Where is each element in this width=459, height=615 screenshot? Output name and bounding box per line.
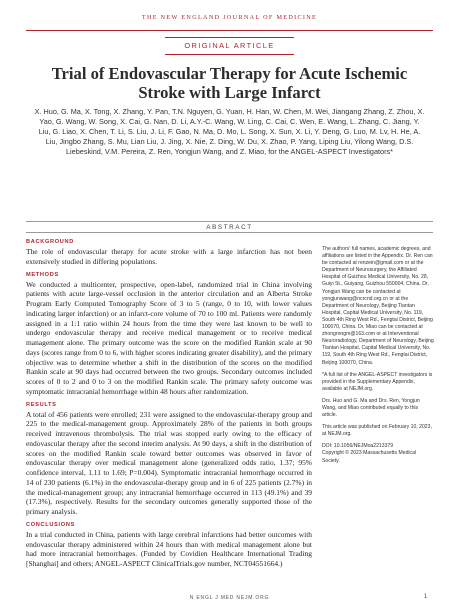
doi-note <box>322 443 434 464</box>
abstract-section-methods <box>26 271 312 397</box>
footer-citation: N ENGL J MED NEJM.ORG <box>189 595 270 601</box>
abstract-section-conclusions <box>26 521 312 569</box>
abstract-body <box>26 238 312 573</box>
article-type-rule-top <box>165 37 294 38</box>
journal-header: THE NEW ENGLAND JOURNAL OF MEDICINE <box>141 14 318 21</box>
section-heading: METHODS <box>26 271 59 278</box>
section-text: The role of endovascular therapy for acute stroke with a large infarction has not been extensively studied in differing populations. <box>26 247 312 266</box>
section-heading: BACKGROUND <box>26 239 75 245</box>
abstract-section-results <box>26 401 312 517</box>
page-number: 1 <box>424 594 428 600</box>
section-text: A total of 456 patients were enrolled; 231 were assigned to the endovascular-therapy group and 225 to the medical-management group. Approximately 28% of the patients in both groups received intravenous thrombolysis. The trial was stopped early owing to the efficacy of endovascular therapy after the second interim analysis. At 90 days, a shift in the distribution of scores on the modified Rankin scale toward better outcomes was observed in favor of endovascular therapy over medical management alone (generalized odds ratio, 1.37; 95% confidence interval, 1.11 to 1.69; P=0.004). Symptomatic intracranial hemorrhage occurred in 14 of 230 patients (6.1%) in the endovascular-therapy group and in 6 of 225 patients (2.7%) in the medical-management group; any intracranial hemorrhage occurred in 113 (49.1%) and 39 (17.3%), respectively. Results for the secondary outcomes generally supported those of the primary analysis. <box>26 409 312 516</box>
affiliations-note: The authors' full names, academic degrees, and affiliations are listed in the Appendix. Dr. Ren can be contacted at renzein@gmail.com or at the Department of Neurosurgery, the Affiliated Hospital of Guizhou Medical University, No. 28, Guiyi St., Guiyang, Guizhou 550004, China. Dr. Yongjun Wang can be contacted at yongjunwang@ncrcnd.org.cn or at the Department of Neurology, Beijing Tiantan Hospital, Capital Medical University, No. 119, South 4th Ring West Rd., Fengtai District, Beijing 100070, China. Dr. Miao can be contacted at zhongrongm@163.com or at Interventional Neuroradiology, Department of Neurology, Beijing Tiantan Hospital, Capital Medical University, No. 119, South 4th Ring West Rd., Fengtai District, Beijing 100070, China. <box>322 246 434 366</box>
article-type: ORIGINAL ARTICLE <box>184 41 275 50</box>
section-heading: RESULTS <box>26 401 57 408</box>
author-list: X. Huo, G. Ma, X. Tong, X. Zhang, Y. Pan, T.N. Nguyen, G. Yuan, H. Han, W. Chen, M. Wei, Jiangang Zhang, Z. Zhou, X. Yao, G. Wang, W. Song, X. Cai, G. Nan, D. Li, A.Y.-C. Wang, W. Ling, C. Cai, C. Wen, E. Wang, L. Zhang, C. Jiang, Y. Liu, G. Liao, X. Chen, T. Li, S. Liu, J. Li, F. Gao, N. Ma, D. Mo, L. Song, X. Sun, X. Li, Y. Deng, G. Luo, M. Lv, H. He, A. Liu, Jingbo Zhang, S. Mu, Lian Liu, J. Jing, X. Nie, Z. Ding, W. Du, X. Zhao, P. Yang, Liping Liu, Yilong Wang, D.S. Liebeskind, V.M. Pereira, Z. Ren, Yongjun Wang, and Z. Miao, for the ANGEL-ASPECT Investigators* <box>34 107 425 156</box>
published-note: This article was published on February 10, 2023, at NEJM.org. <box>322 424 432 438</box>
equal-contribution-note: Drs. Huo and G. Ma and Drs. Ren, Yongjun Wang, and Miao contributed equally to this article. <box>322 397 420 419</box>
article-type-rule-bottom <box>165 54 294 55</box>
article-title: Trial of Endovascular Therapy for Acute Ischemic Stroke with Large Infarct <box>51 64 408 102</box>
sidebar-notes <box>322 246 434 465</box>
abstract-section-background <box>26 238 312 267</box>
section-heading: CONCLUSIONS <box>26 521 76 528</box>
abstract-label: ABSTRACT <box>26 221 433 233</box>
section-text: We conducted a multicenter, prospective, open-label, randomized trial in China involving patients with acute large-vessel occlusion in the anterior circulation and an Alberta Stroke Program Early Computed Tomography Score of 3 to 5 (range, 0 to 10, with lower values indicating larger infarction) or an infarct-core volume of 70 to 100 ml. Patients were randomly assigned in a 1:1 ratio within 24 hours from the time they were last known to be well to undergo endovascular therapy and receive medical management or to receive medical management alone. The primary outcome was the score on the modified Rankin scale at 90 days (scores range from 0 to 6, with higher scores indicating greater disability), and the primary objective was to determine whether a shift in the distribution of the scores on the modified Rankin scale at 90 days had occurred between the two groups. Secondary outcomes included scores of 0 to 2 and 0 to 3 on the modified Rankin scale. The primary safety outcome was symptomatic intracranial hemorrhage within 48 hours after randomization. <box>26 279 312 396</box>
investigators-note: *A full list of the ANGEL-ASPECT investigators is provided in the Supplementary Appendix, available at NEJM.org. <box>322 371 433 392</box>
copyright-text: Copyright © 2023 Massachusetts Medical Society. <box>322 450 417 464</box>
doi-text: DOI: 10.1056/NEJMoa2213379 <box>322 443 394 450</box>
header-rule <box>26 30 433 31</box>
section-text: In a trial conducted in China, patients with large cerebral infarctions had better outcomes with endovascular therapy administered within 24 hours than with medical management alone but had more intracranial hemorrhages. (Funded by Covidien Healthcare International Trading [Shanghai] and others; ANGEL-ASPECT ClinicalTrials.gov number, NCT04551664.) <box>26 529 312 568</box>
